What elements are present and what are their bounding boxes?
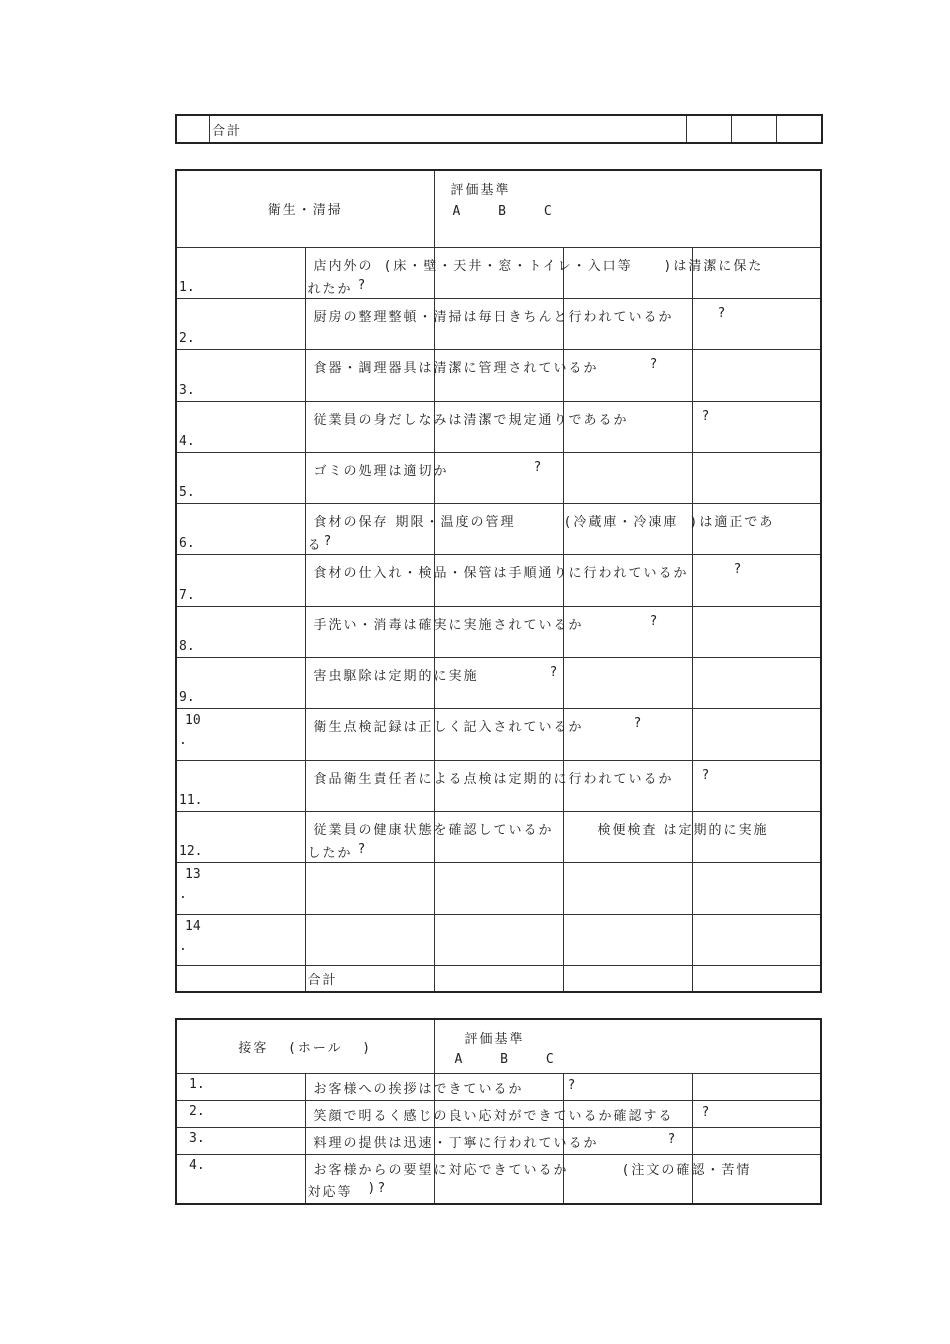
level-labels: A B C <box>454 1052 554 1067</box>
row-number: 5. <box>176 452 305 503</box>
row-number: 2. <box>176 298 305 349</box>
score-c[interactable] <box>692 760 821 811</box>
table-row <box>176 1100 821 1127</box>
score-c[interactable] <box>692 401 821 452</box>
table-row <box>176 349 821 401</box>
question: お客様からの要望に対応できているか (注文の確認・苦情 対応等 )? <box>305 1154 434 1204</box>
score-c[interactable] <box>692 554 821 606</box>
score-b[interactable] <box>563 1073 692 1100</box>
question: 店内外の (床・壁・天井・窓・トイレ・入口等 )は清潔に保た れたか ? <box>305 247 434 298</box>
row-number: 9. <box>176 657 305 708</box>
score-c[interactable] <box>692 708 821 760</box>
checklist-table-hygiene <box>175 169 822 993</box>
score-c[interactable] <box>692 965 821 992</box>
question: 食材の仕入れ・検品・保管は手順通りに行われているか ? <box>305 554 434 606</box>
row-number: 10 . <box>176 708 305 760</box>
row-number: 3. <box>176 1127 305 1154</box>
row-number: 6. <box>176 503 305 554</box>
question: 手洗い・消毒は確実に実施されているか ? <box>305 606 434 657</box>
score-b[interactable] <box>563 452 692 503</box>
question: 厨房の整理整頓・清掃は毎日きちんと行われているか ? <box>305 298 434 349</box>
question: 従業員の身だしなみは清潔で規定通りであるか ? <box>305 401 434 452</box>
table-row <box>176 298 821 349</box>
table-row <box>176 811 821 862</box>
score-a[interactable] <box>434 914 563 965</box>
question: 料理の提供は迅速・丁寧に行われているか ? <box>305 1127 434 1154</box>
level-header <box>434 170 821 247</box>
score-b[interactable] <box>563 657 692 708</box>
table-row <box>176 760 821 811</box>
question: 衛生点検記録は正しく記入されているか ? <box>305 708 434 760</box>
table-row <box>176 1127 821 1154</box>
question: 食品衛生責任者による点検は定期的に行われているか ? <box>305 760 434 811</box>
table-row <box>176 708 821 760</box>
question <box>305 862 434 914</box>
score-c[interactable] <box>692 298 821 349</box>
table-row <box>176 401 821 452</box>
score-a[interactable] <box>434 965 563 992</box>
level-labels: A B C <box>452 204 552 219</box>
score-b[interactable] <box>563 914 692 965</box>
row-number: 8. <box>176 606 305 657</box>
row-number: 11. <box>176 760 305 811</box>
question: 従業員の健康状態を確認しているか 検便検査 は定期的に実施 したか ? <box>305 811 434 862</box>
score-b[interactable] <box>563 862 692 914</box>
score-b[interactable] <box>563 965 692 992</box>
table-row <box>176 657 821 708</box>
question: ゴミの処理は適切か ? <box>305 452 434 503</box>
level-heading: 評価基準 <box>464 1032 525 1047</box>
row-number: 3. <box>176 349 305 401</box>
total-row <box>176 965 821 992</box>
table-row <box>176 914 821 965</box>
question: 笑顔で明るく感じの良い応対ができているか確認する ? <box>305 1100 434 1127</box>
table-row <box>176 606 821 657</box>
checklist-table-service <box>175 1018 822 1205</box>
blank-cell <box>176 965 305 992</box>
question: 食器・調理器具は清潔に管理されているか ? <box>305 349 434 401</box>
table-row <box>176 554 821 606</box>
table-row <box>176 1154 821 1204</box>
row-number: 1. <box>176 247 305 298</box>
score-c[interactable] <box>692 1100 821 1127</box>
summary-table-top <box>175 114 823 144</box>
level-heading: 評価基準 <box>450 183 511 198</box>
section-title: 衛生・清掃 <box>176 170 434 247</box>
score-c[interactable] <box>692 452 821 503</box>
score-c[interactable] <box>692 1073 821 1100</box>
row-number: 1. <box>176 1073 305 1100</box>
question <box>305 914 434 965</box>
row-number: 2. <box>176 1100 305 1127</box>
score-c[interactable] <box>692 606 821 657</box>
score-a[interactable] <box>434 452 563 503</box>
table-row <box>176 862 821 914</box>
row-number: 13 . <box>176 862 305 914</box>
question: 害虫駆除は定期的に実施 ? <box>305 657 434 708</box>
row-number: 4. <box>176 401 305 452</box>
row-number: 4. <box>176 1154 305 1204</box>
score-c[interactable] <box>692 914 821 965</box>
total-label: 合計 <box>305 965 434 992</box>
score-c[interactable] <box>692 349 821 401</box>
score-c[interactable] <box>777 115 823 143</box>
question: 食材の保存 期限・温度の管理 (冷蔵庫・冷凍庫 )は適正であ る ? <box>305 503 434 554</box>
question: お客様への挨拶はできているか ? <box>305 1073 434 1100</box>
row-number: 7. <box>176 554 305 606</box>
score-c[interactable] <box>692 1127 821 1154</box>
table-row <box>176 503 821 554</box>
row-number: 14 . <box>176 914 305 965</box>
total-label: 合計 <box>210 115 687 143</box>
level-header <box>434 1019 821 1073</box>
blank-cell <box>176 115 210 143</box>
score-b[interactable] <box>732 115 777 143</box>
table-row <box>176 1073 821 1100</box>
row-number: 12. <box>176 811 305 862</box>
score-a[interactable] <box>434 862 563 914</box>
table-row <box>176 452 821 503</box>
section-title: 接客 (ホール ) <box>176 1019 434 1073</box>
score-c[interactable] <box>692 657 821 708</box>
score-c[interactable] <box>692 862 821 914</box>
table-row <box>176 247 821 298</box>
score-a[interactable] <box>687 115 732 143</box>
